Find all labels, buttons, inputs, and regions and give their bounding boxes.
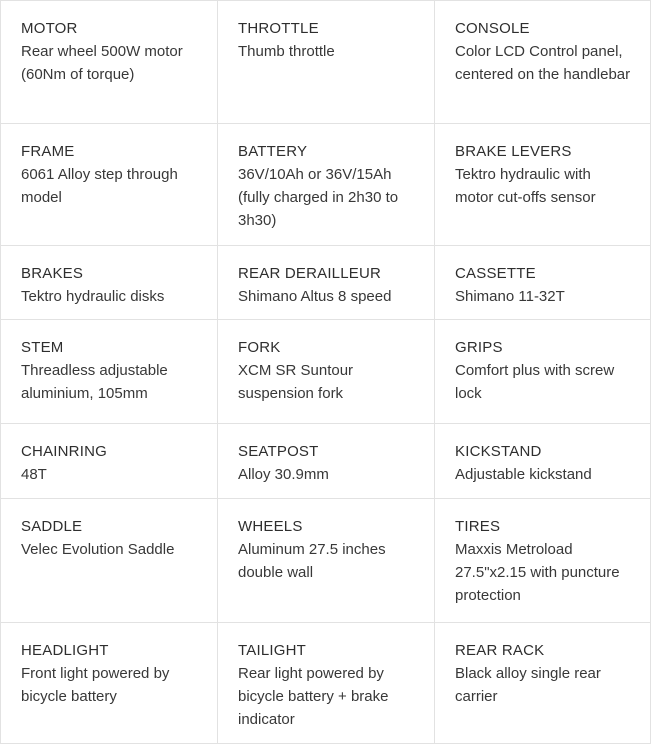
spec-description: Color LCD Control panel, centered on the handlebar xyxy=(455,43,631,83)
spec-cell-console xyxy=(435,1,650,124)
spec-description: XCM SR Suntour suspension fork xyxy=(238,362,354,402)
spec-title: SEATPOST xyxy=(238,443,319,460)
spec-cell-throttle xyxy=(218,1,435,124)
spec-title: CASSETTE xyxy=(455,265,536,282)
spec-description: Thumb throttle xyxy=(238,43,335,60)
spec-title: STEM xyxy=(21,339,64,356)
spec-cell-brake-levers xyxy=(435,124,650,246)
spec-cell-grips xyxy=(435,320,650,424)
spec-description: Comfort plus with screw lock xyxy=(455,362,615,402)
spec-cell-chainring xyxy=(1,424,218,499)
spec-description: Rear light powered by bicycle battery + brake indicator xyxy=(238,665,389,728)
spec-cell-headlight xyxy=(1,623,218,743)
spec-cell-battery xyxy=(218,124,435,246)
spec-cell-brakes xyxy=(1,246,218,320)
spec-description: 6061 Alloy step through model xyxy=(21,166,178,206)
spec-title: HEADLIGHT xyxy=(21,642,109,659)
spec-description: Maxxis Metroload 27.5"x2.15 with puncture protection xyxy=(455,541,620,604)
spec-cell-motor xyxy=(1,1,218,124)
spec-title: REAR RACK xyxy=(455,642,545,659)
spec-description: Aluminum 27.5 inches double wall xyxy=(238,541,386,581)
spec-description: Shimano 11-32T xyxy=(455,288,565,305)
spec-description: Shimano Altus 8 speed xyxy=(238,288,392,305)
spec-cell-frame xyxy=(1,124,218,246)
spec-description: Front light powered by bicycle battery xyxy=(21,665,170,705)
spec-title: GRIPS xyxy=(455,339,503,356)
spec-cell-tires xyxy=(435,499,650,623)
spec-title: TAILIGHT xyxy=(238,642,306,659)
spec-cell-fork xyxy=(218,320,435,424)
spec-cell-wheels xyxy=(218,499,435,623)
spec-title: FORK xyxy=(238,339,281,356)
spec-description: Black alloy single rear carrier xyxy=(455,665,601,705)
spec-cell-saddle xyxy=(1,499,218,623)
spec-title: BRAKES xyxy=(21,265,84,282)
spec-cell-tailight xyxy=(218,623,435,743)
spec-cell-rear-derailleur xyxy=(218,246,435,320)
spec-description: Rear wheel 500W motor (60Nm of torque) xyxy=(21,43,183,83)
spec-title: TIRES xyxy=(455,518,501,535)
spec-title: THROTTLE xyxy=(238,20,319,37)
spec-description: 48T xyxy=(21,466,47,483)
spec-title: BRAKE LEVERS xyxy=(455,143,572,160)
spec-title: FRAME xyxy=(21,143,75,160)
spec-description: Threadless adjustable aluminium, 105mm xyxy=(21,362,168,402)
spec-description: 36V/10Ah or 36V/15Ah (fully charged in 2h30 to 3h30) xyxy=(238,166,399,229)
spec-cell-kickstand xyxy=(435,424,650,499)
spec-cell-rear-rack xyxy=(435,623,650,743)
spec-title: CONSOLE xyxy=(455,20,530,37)
spec-cell-cassette xyxy=(435,246,650,320)
spec-title: KICKSTAND xyxy=(455,443,542,460)
spec-cell-seatpost xyxy=(218,424,435,499)
spec-title: REAR DERAILLEUR xyxy=(238,265,382,282)
spec-description: Tektro hydraulic with motor cut-offs sensor xyxy=(455,166,596,206)
spec-description: Tektro hydraulic disks xyxy=(21,288,165,305)
spec-description: Velec Evolution Saddle xyxy=(21,541,175,558)
spec-description: Alloy 30.9mm xyxy=(238,466,329,483)
spec-title: MOTOR xyxy=(21,20,78,37)
spec-title: BATTERY xyxy=(238,143,308,160)
spec-title: WHEELS xyxy=(238,518,303,535)
spec-title: CHAINRING xyxy=(21,443,107,460)
spec-cell-stem xyxy=(1,320,218,424)
spec-title: SADDLE xyxy=(21,518,83,535)
spec-description: Adjustable kickstand xyxy=(455,466,592,483)
